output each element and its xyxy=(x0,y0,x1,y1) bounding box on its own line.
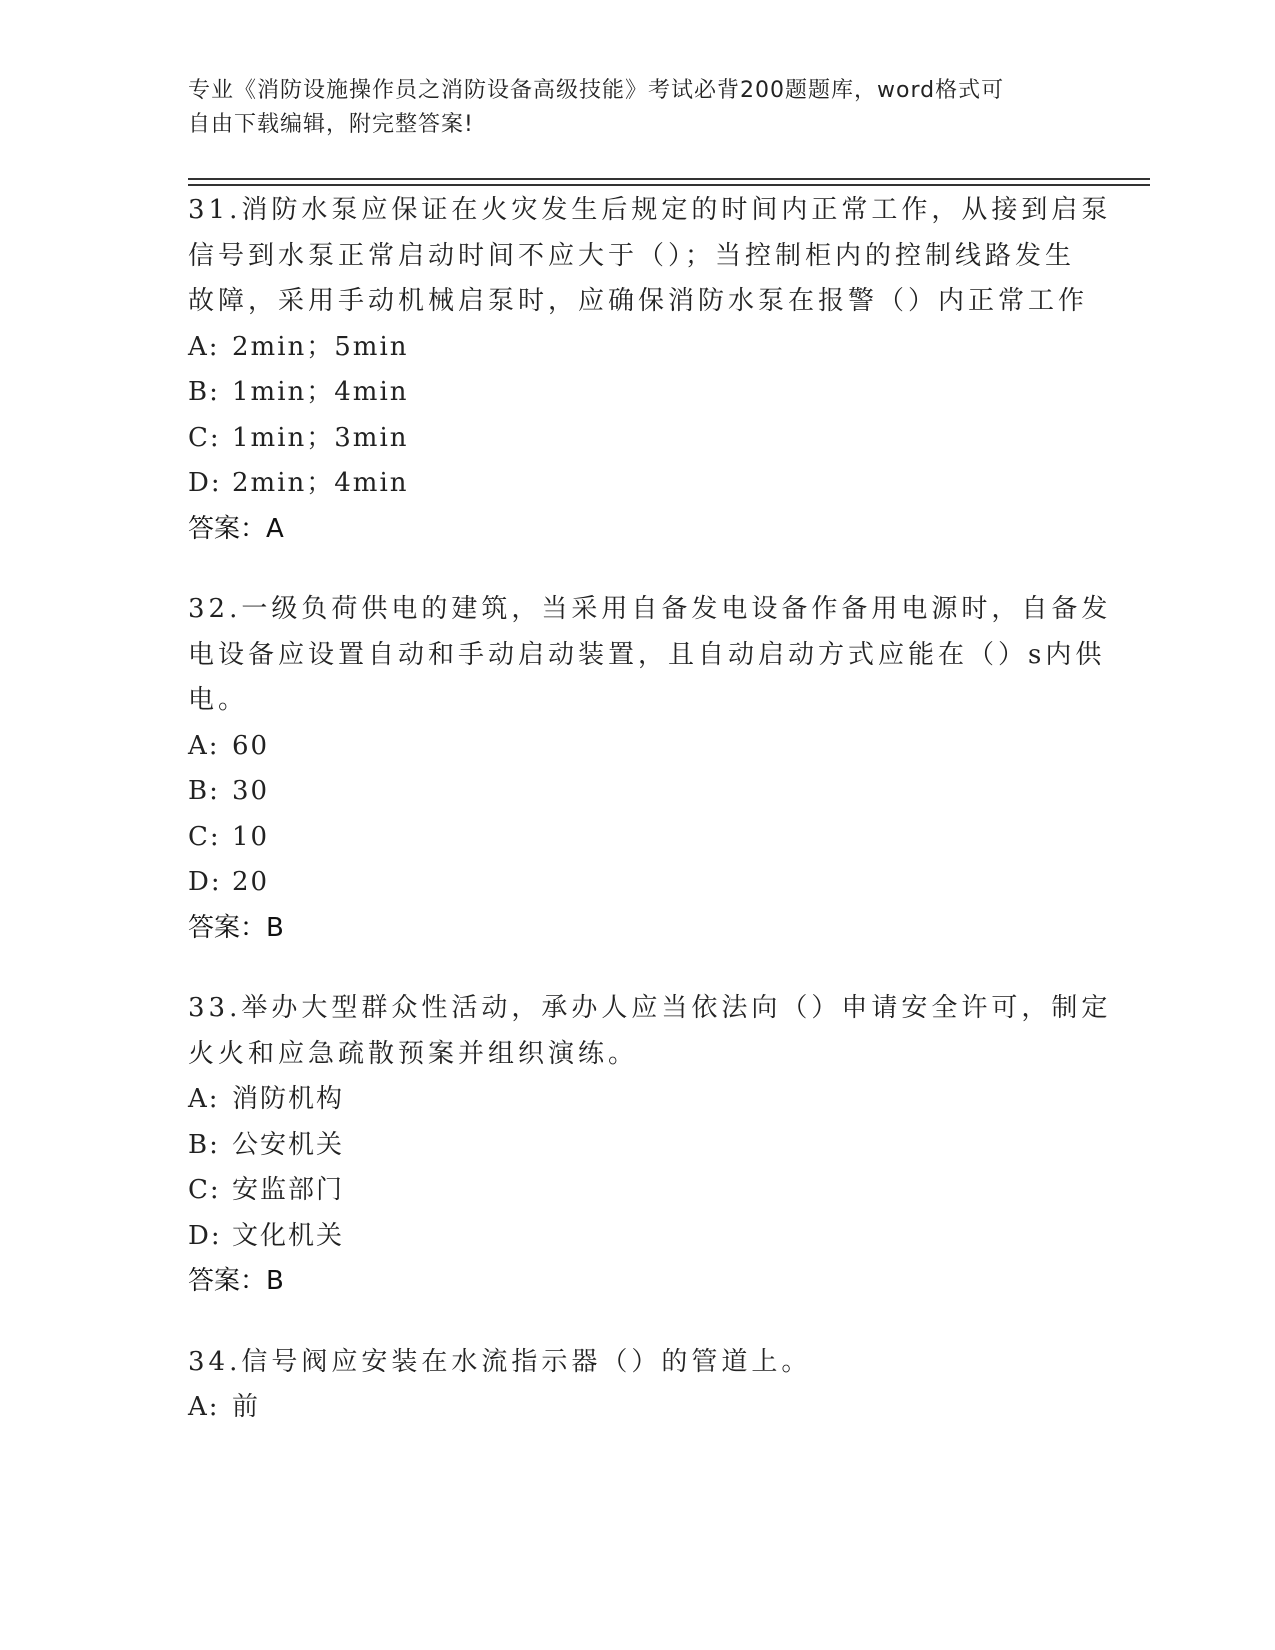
header-line-1: 专业《消防设施操作员之消防设备高级技能》考试必背200题题库，word格式可 xyxy=(188,78,1005,103)
option-letter: A: xyxy=(188,1392,220,1422)
question-31 xyxy=(188,188,1112,552)
option-text: 消防机构 xyxy=(232,1084,345,1114)
option-letter: C: xyxy=(188,422,221,453)
stem-line: 信号到水泵正常启动时间不应大于（）；当控制柜内的控制线路发生 xyxy=(188,240,1076,271)
option-d xyxy=(188,461,1108,507)
option-letter: C: xyxy=(188,1175,221,1205)
option-c xyxy=(188,815,1108,861)
answer-line: 答案：B xyxy=(188,912,284,943)
question-34 xyxy=(188,1340,1108,1431)
option-letter: B: xyxy=(188,776,220,806)
question-stem xyxy=(188,1340,1108,1386)
question-stem xyxy=(188,188,1112,325)
option-letter: D: xyxy=(188,468,222,498)
option-b xyxy=(188,370,1108,416)
option-a xyxy=(188,1077,1108,1123)
stem-line: 火火和应急疏散预案并组织演练。 xyxy=(188,1038,639,1069)
option-letter: B: xyxy=(188,1129,220,1160)
header-divider-top xyxy=(188,178,1150,180)
option-text: 60 xyxy=(232,730,270,761)
stem-line: 33.举办大型群众性活动，承办人应当依法向（）申请安全许可，制定 xyxy=(188,993,1112,1023)
answer-line: 答案：A xyxy=(188,513,284,544)
document-header xyxy=(188,74,1088,142)
option-letter: D: xyxy=(188,867,222,897)
option-letter: B: xyxy=(188,377,220,407)
option-text: 2min；5min xyxy=(232,331,409,362)
option-b xyxy=(188,1123,1108,1169)
option-text: 前 xyxy=(232,1392,261,1422)
option-text: 30 xyxy=(232,776,270,806)
option-b xyxy=(188,769,1108,815)
option-text: 文化机关 xyxy=(232,1220,345,1251)
option-c xyxy=(188,1168,1108,1214)
stem-line: 电。 xyxy=(188,685,249,715)
option-text: 1min；4min xyxy=(232,377,409,407)
stem-line: 34.信号阀应安装在水流指示器（）的管道上。 xyxy=(188,1346,812,1377)
option-c xyxy=(188,416,1108,462)
question-stem xyxy=(188,986,1112,1077)
stem-line: 故障，采用手动机械启泵时，应确保消防水泵在报警（）内正常工作 xyxy=(188,286,1089,316)
option-letter: A: xyxy=(188,1084,220,1114)
option-text: 1min；3min xyxy=(232,422,409,453)
option-letter: A: xyxy=(188,730,220,761)
option-letter: A: xyxy=(188,331,220,362)
option-text: 公安机关 xyxy=(232,1129,345,1160)
question-32 xyxy=(188,587,1112,951)
stem-line: 32.一级负荷供电的建筑，当采用自备发电设备作备用电源时，自备发 xyxy=(188,594,1112,624)
option-a xyxy=(188,1385,1108,1431)
option-d xyxy=(188,860,1108,906)
option-text: 10 xyxy=(232,821,270,852)
option-d xyxy=(188,1214,1108,1260)
question-stem xyxy=(188,587,1112,724)
option-a xyxy=(188,325,1108,371)
header-divider-bottom xyxy=(188,184,1150,186)
answer-line: 答案：B xyxy=(188,1266,284,1296)
option-letter: C: xyxy=(188,821,221,852)
option-letter: D: xyxy=(188,1220,222,1251)
option-text: 2min；4min xyxy=(232,468,409,498)
option-text: 安监部门 xyxy=(232,1175,345,1205)
option-text: 20 xyxy=(232,867,270,897)
stem-line: 31.消防水泵应保证在火灾发生后规定的时间内正常工作，从接到启泵 xyxy=(188,195,1112,225)
option-a xyxy=(188,724,1108,770)
stem-line: 电设备应设置自动和手动启动装置，且自动启动方式应能在（）s内供 xyxy=(188,639,1106,670)
header-line-2: 自由下载编辑，附完整答案! xyxy=(188,112,474,137)
question-list xyxy=(188,188,1112,1466)
question-33 xyxy=(188,986,1112,1305)
